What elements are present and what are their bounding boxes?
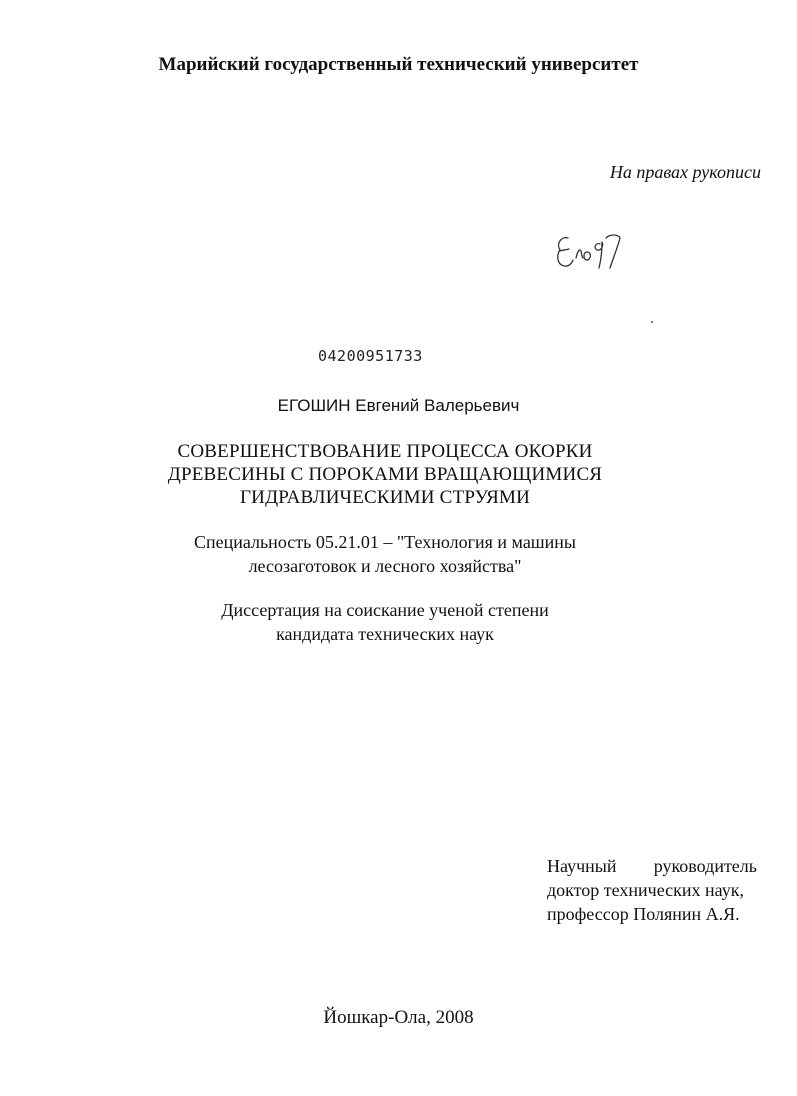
- degree-line: Диссертация на соискание ученой степени: [221, 600, 549, 620]
- supervisor-name: профессор Полянин А.Я.: [547, 904, 740, 924]
- specialty: [100, 530, 670, 578]
- university-name: Марийский государственный технический университет: [158, 54, 639, 75]
- title-line: СОВЕРШЕНСТВОВАНИЕ ПРОЦЕССА ОКОРКИ: [177, 441, 593, 462]
- handwritten-signature-mark: [552, 220, 632, 280]
- library-number: 04200951733: [318, 347, 423, 365]
- rights-note: На правах рукописи: [609, 162, 761, 182]
- supervisor-degree: доктор технических наук,: [547, 880, 744, 900]
- title-line: ГИДРАВЛИЧЕСКИМИ СТРУЯМИ: [239, 487, 531, 508]
- supervisor-block: [547, 854, 757, 926]
- author-name: ЕГОШИН Евгений Валерьевич: [277, 396, 520, 415]
- specialty-line: лесозаготовок и лесного хозяйства": [248, 556, 522, 576]
- degree-line: кандидата технических наук: [276, 624, 494, 644]
- dissertation-title: [100, 440, 670, 509]
- degree-statement: [100, 598, 670, 646]
- supervisor-heading-word: Научный: [547, 856, 617, 876]
- specialty-line: Специальность 05.21.01 – "Технология и машины: [193, 532, 577, 552]
- scan-speck: [651, 321, 653, 323]
- supervisor-heading-word: руководитель: [653, 856, 757, 876]
- city-year: Йошкар-Ола, 2008: [323, 1007, 474, 1028]
- supervisor-heading: [547, 854, 757, 878]
- title-line: ДРЕВЕСИНЫ С ПОРОКАМИ ВРАЩАЮЩИМИСЯ: [167, 464, 603, 485]
